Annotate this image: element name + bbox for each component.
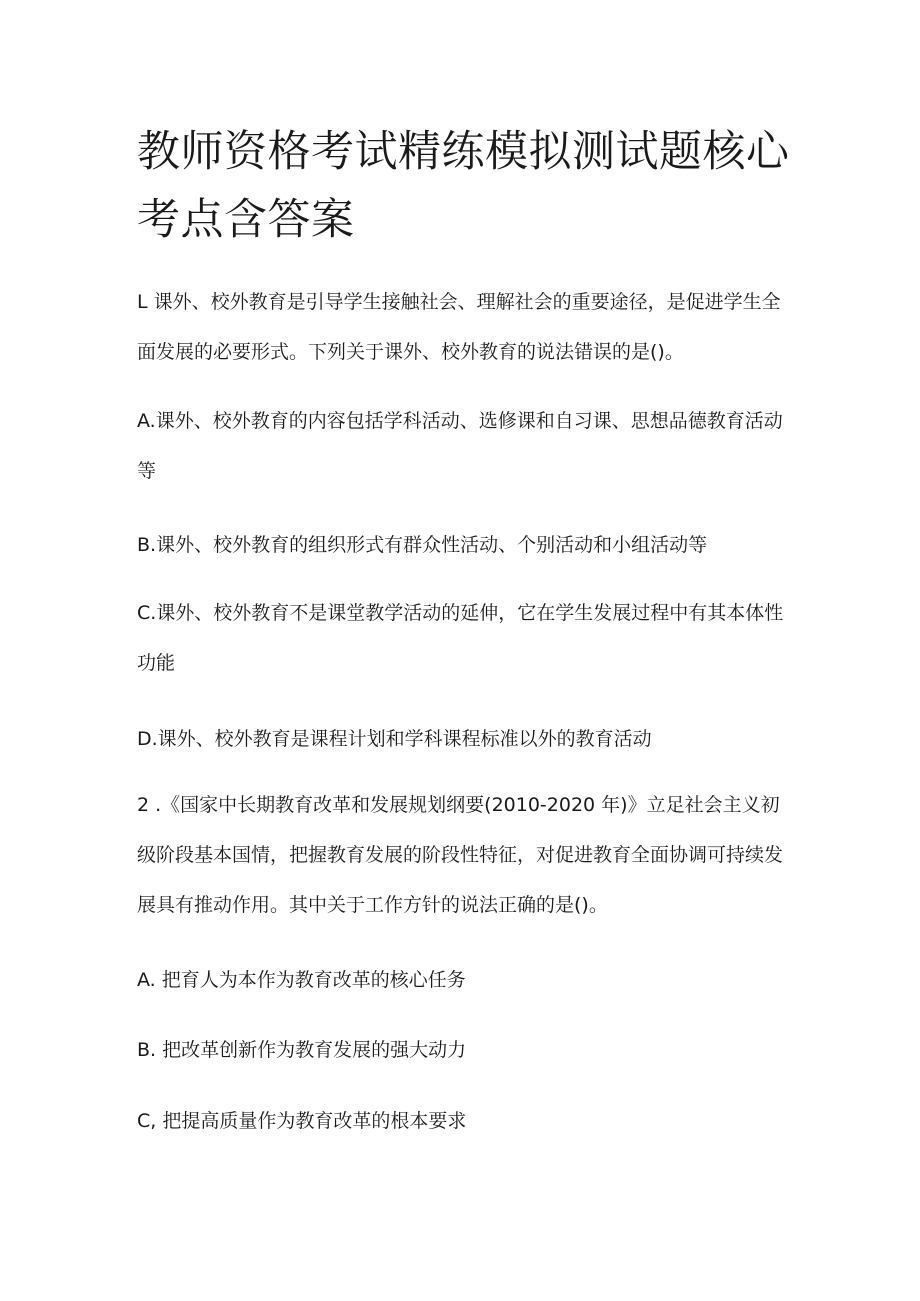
question-2-option-b: B. 把改革创新作为教育发展的强大动力 xyxy=(137,1039,467,1061)
question-1-option-b: B.课外、校外教育的组织形式有群众性活动、个别活动和小组活动等 xyxy=(137,534,708,556)
question-1-option-d: D.课外、校外教育是课程计划和学科课程标准以外的教育活动 xyxy=(137,728,652,750)
question-1-option-c: C.课外、校外教育不是课堂教学活动的延伸，它在学生发展过程中有其本体性功能 xyxy=(137,602,784,674)
question-2-option-c: C, 把提高质量作为教育改革的根本要求 xyxy=(137,1110,467,1132)
question-1-stem: L 课外、校外教育是引导学生接触社会、理解社会的重要途径，是促进学生全面发展的必要形式。下列关于课外、校外教育的说法错误的是()。 xyxy=(137,291,781,363)
question-1-option-a: A.课外、校外教育的内容包括学科活动、选修课和自习课、思想品德教育活动等 xyxy=(137,410,783,482)
question-2-stem: 2 .《国家中长期教育改革和发展规划纲要(2010-2020 年)》立足社会主义初级阶段基本国情，把握教育发展的阶段性特征，对促进教育全面协调可持续发展具有推动作用。其中关于工作方针的说法正确的是()。 xyxy=(137,794,784,916)
document-title: 教师资格考试精练模拟测试题核心考点含答案 xyxy=(137,127,790,245)
question-2-option-a: A. 把育人为本作为教育改革的核心任务 xyxy=(137,969,466,991)
